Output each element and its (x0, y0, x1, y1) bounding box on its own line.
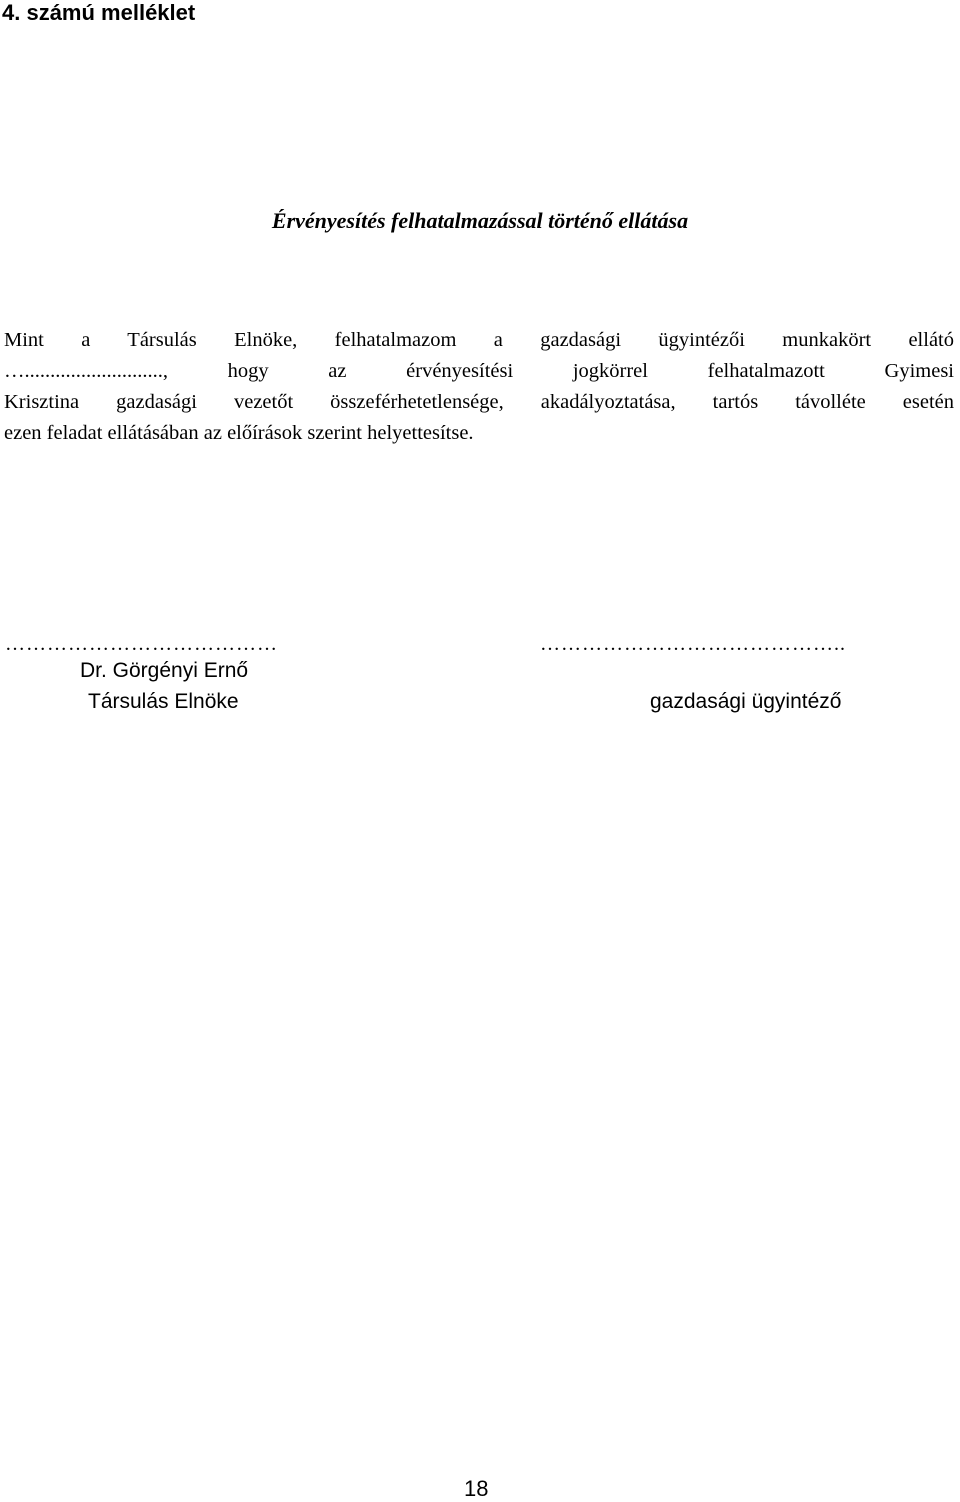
document-title: Érvényesítés felhatalmazással történő ellátása (271, 208, 689, 233)
paragraph-line: …..........................., hogy az érvényesítési jogkörrel felhatalmazott Gyimesi (4, 360, 954, 382)
signature-line-left: ………………………………… (5, 633, 278, 655)
signature-line-right: …………………………………….. (540, 633, 846, 655)
paragraph-line: Krisztina gazdasági vezetőt összeférhetetlensége, akadályoztatása, tartós távolléte esetén (4, 391, 954, 413)
paragraph-line: ezen feladat ellátásában az előírások szerint helyettesítse. (4, 422, 474, 444)
page-number: 18 (464, 1476, 489, 1501)
paragraph-line: Mint a Társulás Elnöke, felhatalmazom a gazdasági ügyintézői munkakört ellátó (4, 329, 954, 351)
signer-role-left: Társulás Elnöke (88, 690, 239, 713)
signer-name: Dr. Görgényi Ernő (80, 659, 249, 682)
annex-label: 4. számú melléklet (2, 0, 196, 25)
signer-role-right: gazdasági ügyintéző (650, 690, 842, 713)
